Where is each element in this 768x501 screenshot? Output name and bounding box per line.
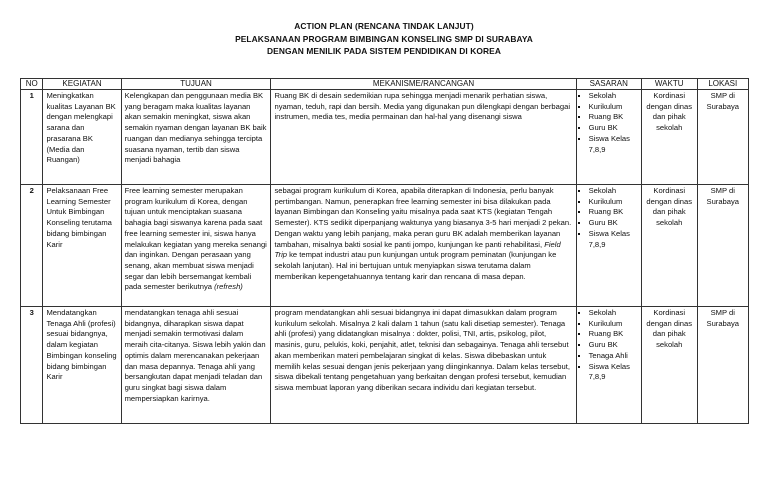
title-line-3: DENGAN MENILIK PADA SISTEM PENDIDIKAN DI KOREA [267, 46, 501, 56]
lokasi-cell: SMP di Surabaya [697, 185, 748, 307]
list-item: ▪ Kurikulum [589, 197, 638, 208]
kegiatan-cell: Meningkatkan kualitas Layanan BK dengan melengkapi sarana dan prasarana BK (Media dan Ruangan) [43, 90, 121, 185]
lokasi-cell: SMP di Surabaya [697, 307, 748, 424]
mekanisme-cell [271, 185, 576, 307]
document-title-block [0, 20, 768, 58]
list-item: ▪ Guru BK [589, 218, 638, 229]
header-lokasi: LOKASI [697, 79, 748, 90]
row-number: 3 [21, 307, 43, 424]
list-item: ▪ Ruang BK [589, 112, 638, 123]
list-item: ▪ Guru BK [589, 123, 638, 134]
sasaran-cell [576, 307, 641, 424]
mekanisme-cell: Ruang BK di desain sedemikian rupa sehingga menjadi menarik perhatian siswa, nyaman, teduh, rapi dan bersih. Media yang digunakan pun dilengkapi dengan berbagai instrumen, media tes, media permainan dan hal-hal yang disenangi siswa [271, 90, 576, 185]
table-row [21, 185, 749, 307]
header-no: NO [21, 79, 43, 90]
list-item: ▪ Sekolah [589, 308, 638, 319]
list-item: ▪ Ruang BK [589, 329, 638, 340]
tujuan-italic-term: (refresh) [214, 282, 243, 292]
header-mekanisme: MEKANISME/RANCANGAN [271, 79, 576, 90]
mekanisme-italic-term: Field Trip [274, 239, 561, 260]
list-item: ▪ Tenaga Ahli [589, 351, 638, 362]
header-tujuan: TUJUAN [121, 79, 271, 90]
list-item: ▪ Sekolah [589, 186, 638, 197]
title-line-2: PELAKSANAAN PROGRAM BIMBINGAN KONSELING SMP DI SURABAYA [235, 33, 533, 44]
action-plan-table [20, 78, 749, 424]
table-row [21, 307, 749, 424]
sasaran-list [580, 308, 638, 383]
tujuan-cell: Kelengkapan dan penggunaan media BK yang beragam maka kualitas layanan akan semakin meningkat, siswa akan semakin nyaman dengan layanan BK baik ruangan dan medianya sehingga tercipta suasana nyaman, tertib dan siswa menjadi bahagia [121, 90, 271, 185]
kegiatan-cell: Mendatangkan Tenaga Ahli (profesi) sesuai bidangnya, dalam kegiatan Bimbingan konseling bidang bimbingan Karir [43, 307, 121, 424]
tujuan-cell [121, 185, 271, 307]
sasaran-cell [576, 185, 641, 307]
mekanisme-cell: program mendatangkan ahli sesuai bidangnya ini dapat dimasukkan dalam program kurikulum sekolah. Misalnya 2 kali dalam 1 tahun (satu kali disetiap semester). Tenaga ahli (profesi) yang didatangkan misalnya : dokter, polisi, TNI, artis, psikolog, pilot, masinis, guru, pelukis, koki, penjahit, atlet, teknisi dan sebagainya. Tenaga ahli tersebut akan memberikan materi pembelajaran singkat di kelas. Siswa dibebaskan untuk memilih kelas sesuai dengan jenis pekerjaan yang diinginkannya. Dalam kelas tersebut, siswa dibekali tentang pengetahuan yang berkaitan dengan profesi tersebut, kemudian siswa membuat laporan yang diberikan secara individu dari kegiatan tersebut. [271, 307, 576, 424]
list-item: ▪ Siswa Kelas 7,8,9 [589, 362, 638, 383]
header-sasaran: SASARAN [576, 79, 641, 90]
mekanisme-text: sebagai program kurikulum di Korea, apabila diterapkan di Indonesia, perlu banyak pertimbangan. Namun, penerapkan free learning semester ini bisa dilakukan pada layanan Bimbingan dan Konseling yaitu misalnya pada saat KTS (kegiatan Tengah Semester). KTS sedikit diperpanjang waktunya yang biasanya 3-5 hari menjadi 2 pekan. Dengan waktu yang lebih panjang, maka peran guru BK adalah memberikan layanan tambahan, misalnya bakti sosial ke panti jompo, kunjungan ke panti rehabilitasi, [274, 186, 572, 249]
title-line-1: ACTION PLAN (RENCANA TINDAK LANJUT) [294, 21, 474, 31]
tujuan-text: Free learning semester merupakan program kurikulum di Korea, dengan tujuan untuk menciptakan suasana bahagia bagi siswanya karena pada saat free learning semester ini, siswa hanya melakukan kegiatan yang mereka senangi dan inginkan. Dengan perasaan yang senang, akan membuat siswa menjadi segar dan lebih bersemangat kembali pada semester berikutnya [124, 186, 267, 292]
list-item: ▪ Sekolah [589, 91, 638, 102]
list-item: ▪ Ruang BK [589, 207, 638, 218]
list-item: ▪ Siswa Kelas 7,8,9 [589, 229, 638, 250]
waktu-cell: Kordinasi dengan dinas dan pihak sekolah [641, 185, 697, 307]
sasaran-cell [576, 90, 641, 185]
kegiatan-cell: Pelaksanaan Free Learning Semester Untuk Bimbingan Konseling terutama bidang bimbingan Karir [43, 185, 121, 307]
mekanisme-text-continued: ke tempat industri atau pun kunjungan untuk program peminatan (kunjungan ke sekolah lanjutan). Hal ini bertujuan untuk menyiapkan siswa terutama dalam memberikan kepengetahuannya tentang karir dan rencana di masa depan. [274, 250, 557, 281]
table-row [21, 90, 749, 185]
list-item: ▪ Guru BK [589, 340, 638, 351]
lokasi-cell: SMP di Surabaya [697, 90, 748, 185]
header-kegiatan: KEGIATAN [43, 79, 121, 90]
row-number: 2 [21, 185, 43, 307]
row-number: 1 [21, 90, 43, 185]
waktu-cell: Kordinasi dengan dinas dan pihak sekolah [641, 307, 697, 424]
tujuan-cell: mendatangkan tenaga ahli sesuai bidangnya, diharapkan siswa dapat menjadi semakin termotivasi dalam meraih cita-citanya. Siswa lebih yakin dan optimis dalam merencanakan pekerjaan dan masa depannya. Tenaga ahli yang bersangkutan dapat menjadi teladan dan guru singkat bagi siswa dalam mempersiapkan karirnya. [121, 307, 271, 424]
list-item: ▪ Kurikulum [589, 102, 638, 113]
sasaran-list [580, 186, 638, 250]
sasaran-list [580, 91, 638, 155]
list-item: ▪ Kurikulum [589, 319, 638, 330]
table-header-row [21, 79, 749, 90]
list-item: ▪ Siswa Kelas 7,8,9 [589, 134, 638, 155]
header-waktu: WAKTU [641, 79, 697, 90]
waktu-cell: Kordinasi dengan dinas dan pihak sekolah [641, 90, 697, 185]
